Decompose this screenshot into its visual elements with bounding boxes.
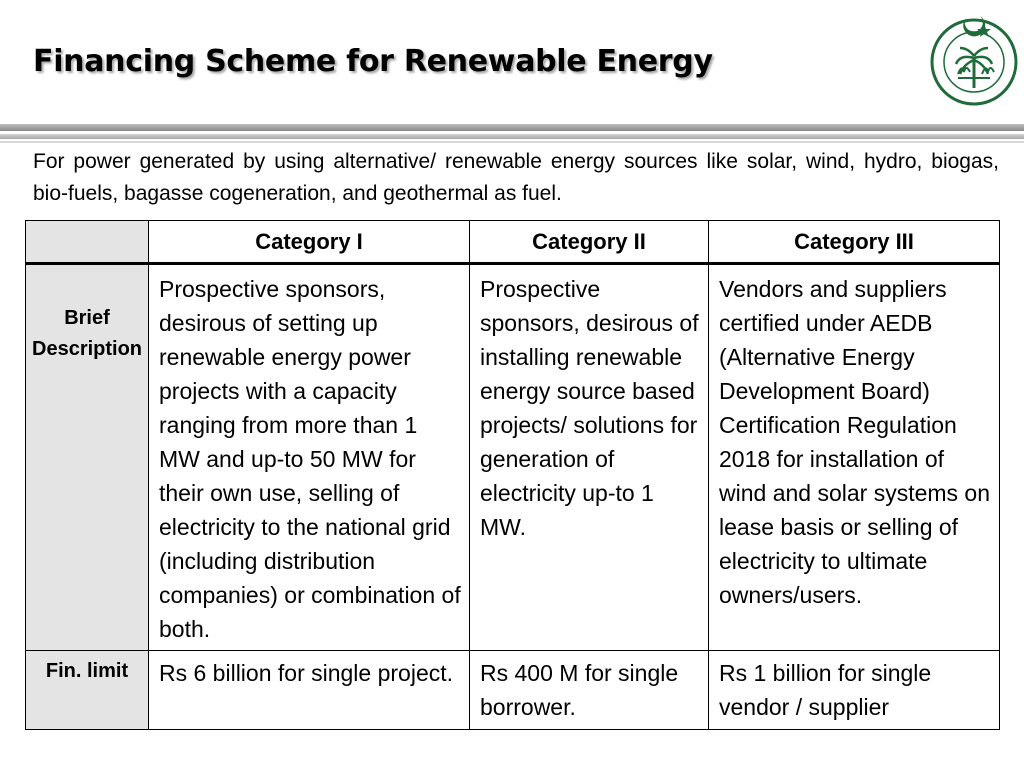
header-category-1: Category I [149, 221, 470, 264]
slide-title: Financing Scheme for Renewable Energy [33, 44, 713, 79]
header-category-3: Category III [709, 221, 1000, 264]
table-corner-cell [26, 221, 149, 264]
cell-limit-category-2: Rs 400 M for single borrower. [470, 651, 709, 730]
intro-paragraph: For power generated by using alternative/ renewable energy sources like solar, wind, hydro, biogas, bio-fuels, bagasse cogeneration, and geothermal as fuel. [33, 150, 999, 205]
cell-description-category-2: Prospective sponsors, desirous of installing renewable energy source based projects/ solutions for generation of electricity up-to 1 MW. [470, 264, 709, 651]
cell-limit-category-3: Rs 1 billion for single vendor / supplier [709, 651, 1000, 730]
cell-description-category-3: Vendors and suppliers certified under AEDB (Alternative Energy Development Board) Certification Regulation 2018 for installation of wind and solar systems on lease basis or selling of electricity to ultimate owners/users. [709, 264, 1000, 651]
row-label-brief-description: Brief Description [26, 264, 149, 651]
state-bank-of-pakistan-seal-icon [928, 0, 1020, 120]
row-label-fin-limit: Fin. limit [26, 651, 149, 730]
cell-limit-category-1: Rs 6 billion for single project. [149, 651, 470, 730]
table-row-fin-limit [26, 651, 1000, 730]
header-divider-secondary [0, 134, 1024, 139]
cell-description-category-1: Prospective sponsors, desirous of setting up renewable energy power projects with a capacity ranging from more than 1 MW and up-to 50 MW for their own use, selling of electricity to the national grid (including distribution companies) or combination of both. [149, 264, 470, 651]
scheme-table [25, 220, 1000, 730]
header-category-2: Category II [470, 221, 709, 264]
table-header-row [26, 221, 1000, 264]
header-divider-thin [0, 141, 1024, 143]
header-divider [0, 124, 1024, 131]
table-row-brief-description [26, 264, 1000, 651]
